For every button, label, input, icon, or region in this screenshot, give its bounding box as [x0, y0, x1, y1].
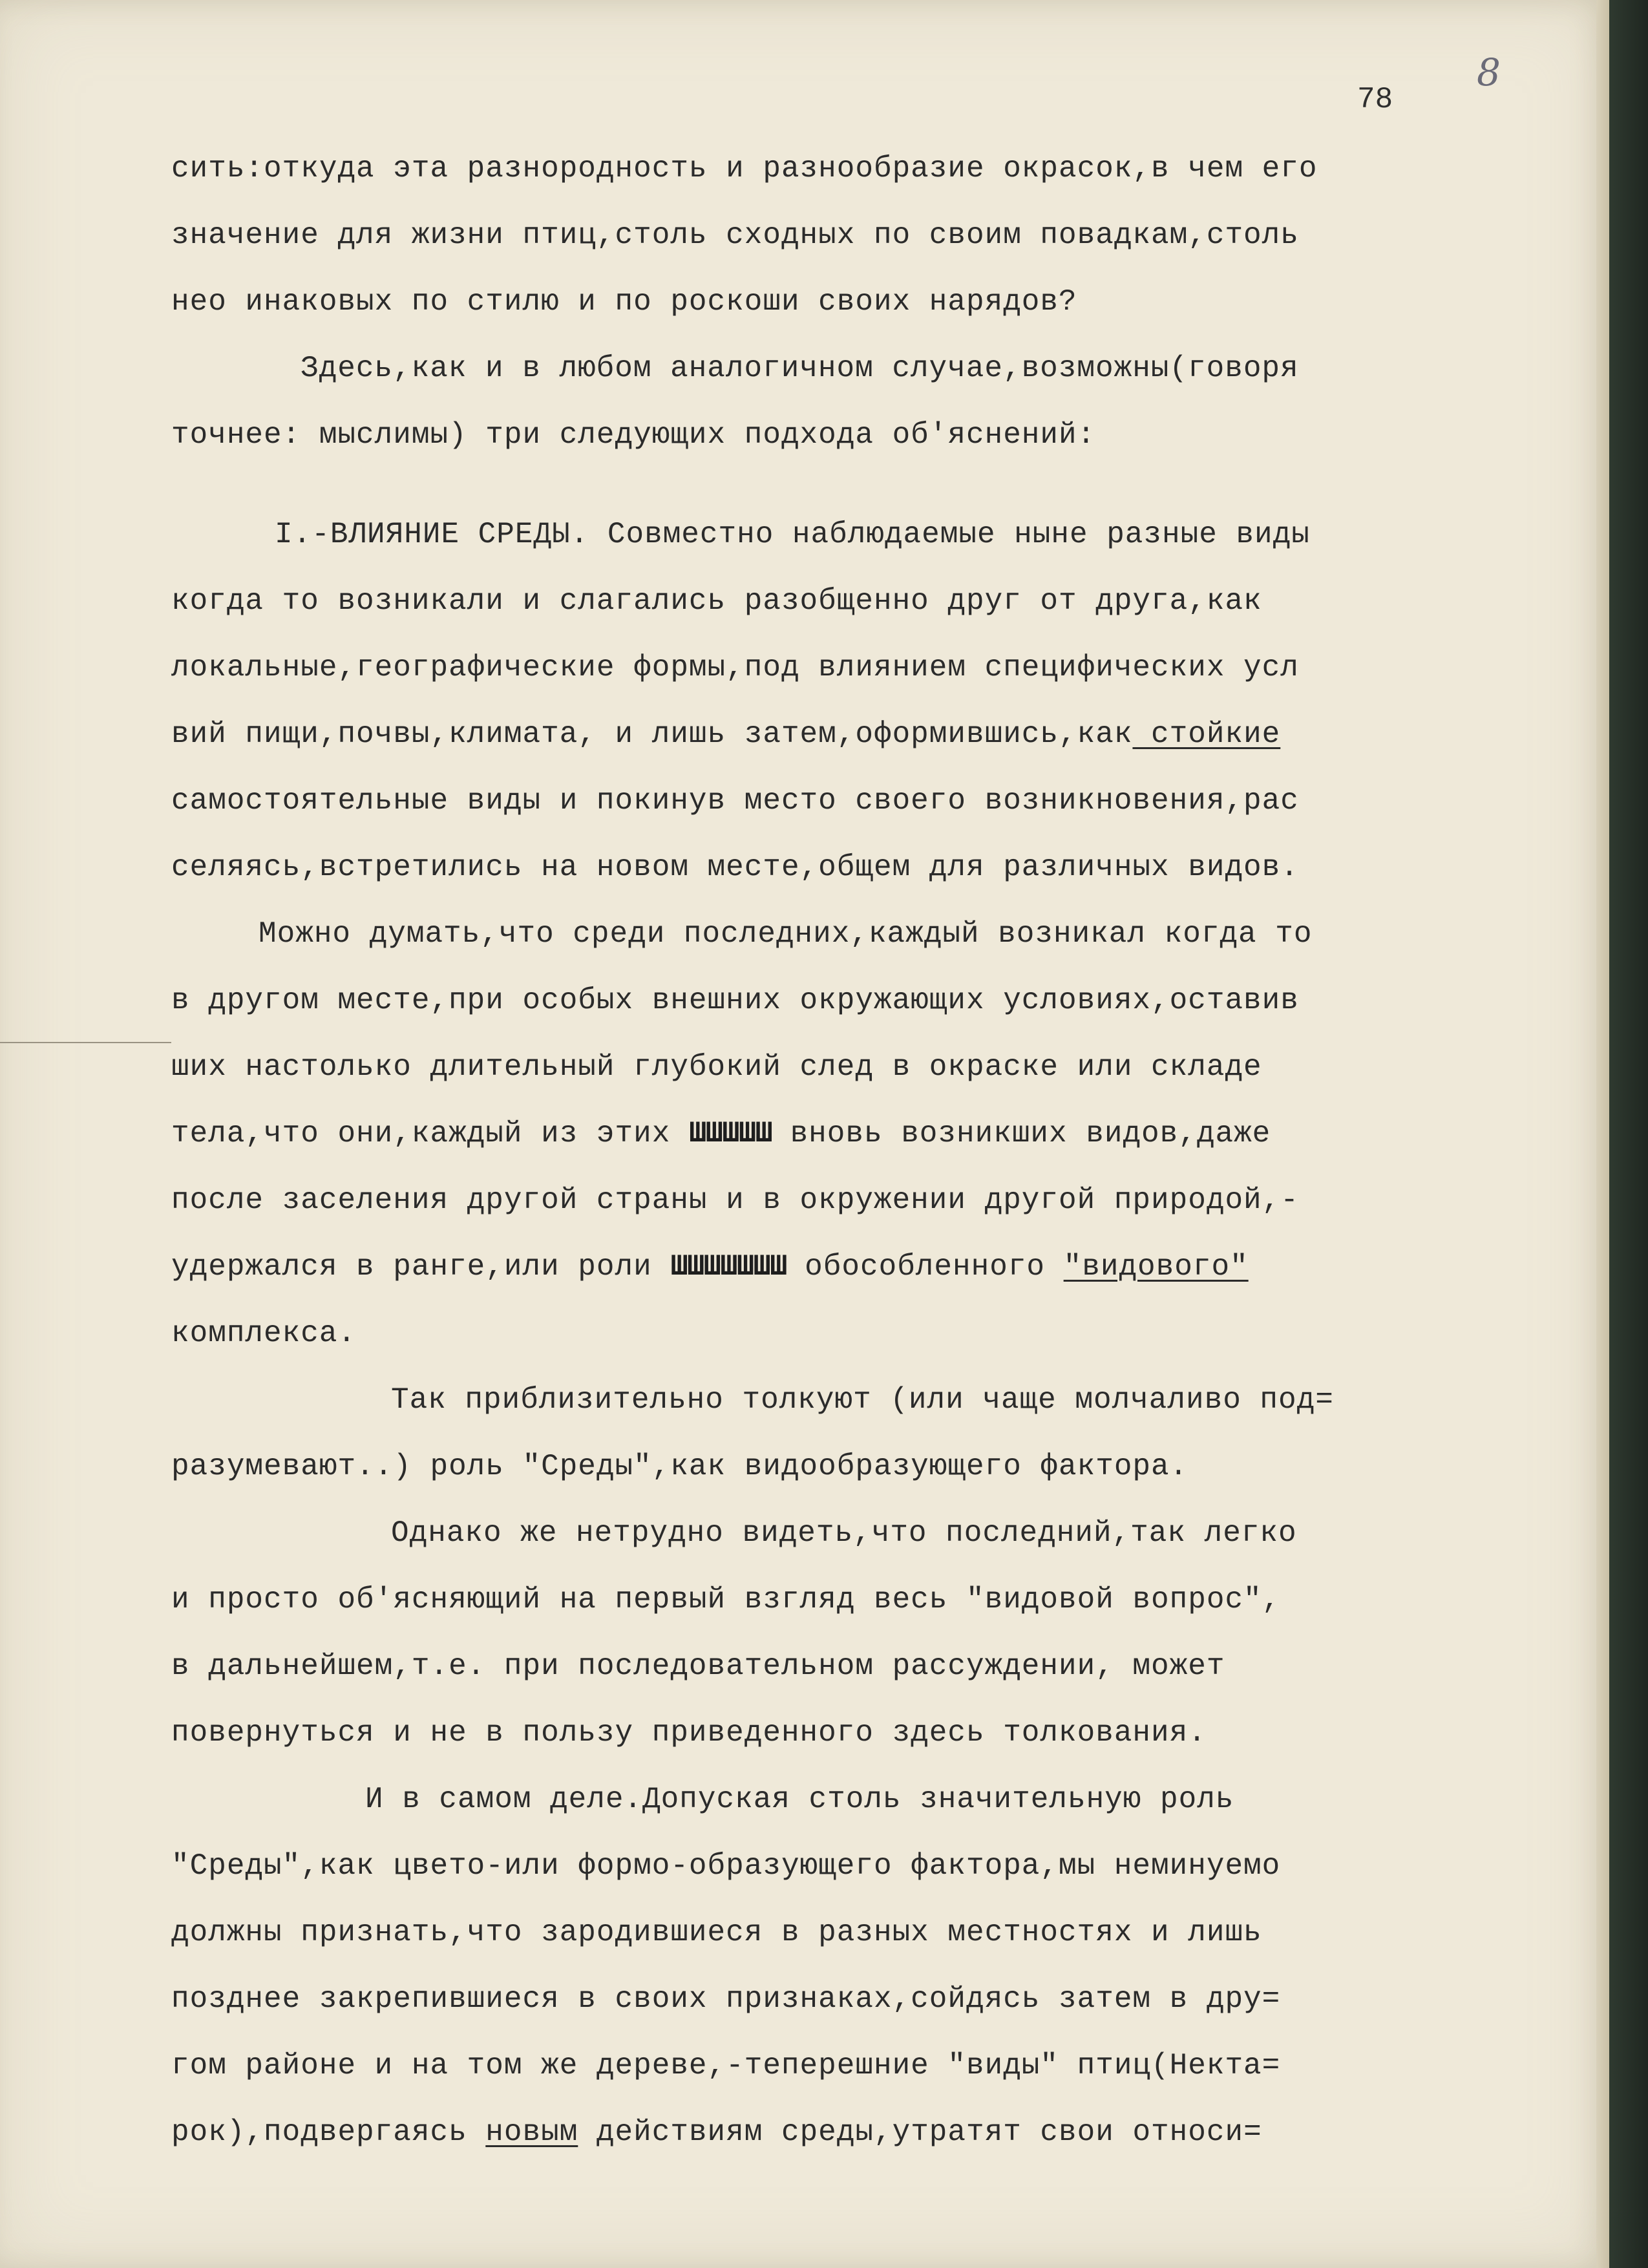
text-line: локальные,географические формы,под влиянием специфических усл [171, 651, 1299, 684]
text-line: ших настолько длительный глубокий след в окраске или складе [171, 1050, 1262, 1084]
text-line: разумевают..) роль "Среды",как видообразующего фактора. [171, 1450, 1188, 1483]
text-line: должны признать,что зародившиеся в разных местностях и лишь [171, 1916, 1262, 1949]
struck-out-text: ШШШШШ [688, 1117, 772, 1150]
text-line [171, 1119, 1271, 1149]
text-line: гом районе и на том же дереве,-теперешние "виды" птиц(Некта= [171, 2049, 1281, 2083]
text-line [171, 2117, 1262, 2147]
margin-fold-line [0, 1042, 171, 1043]
text-line: Однако же нетрудно видеть,что последний,так легко [391, 1516, 1297, 1550]
text-line: в другом месте,при особых внешних окружающих условиях,оставив [171, 984, 1299, 1017]
text-line: комплекса. [171, 1317, 357, 1350]
page-edge [1596, 0, 1609, 2268]
text-line: значение для жизни птиц,столь сходных по своим повадкам,столь [171, 218, 1299, 252]
archive-folio-number: 8 [1477, 50, 1501, 94]
text-line: самостоятельные виды и покинув место своего возникновения,рас [171, 784, 1299, 818]
text-segment: обособленного [786, 1250, 1064, 1284]
scanner-background-strip [1609, 0, 1648, 2268]
underlined-word: новым [485, 2115, 578, 2149]
text-segment: удержался в ранге,или роли [171, 1250, 671, 1284]
struck-out-text: ШШШШШШШ [670, 1250, 787, 1284]
text-line: И в самом деле.Допуская столь значительную роль [365, 1783, 1234, 1816]
text-line: Здесь,как и в любом аналогичном случае,возможны(говоря [301, 352, 1299, 385]
text-line: позднее закрепившиеся в своих признаках,сойдясь затем в дру= [171, 1982, 1281, 2016]
page-number: 78 [1357, 83, 1393, 116]
section-heading-line: I.-ВЛИЯНИЕ СРЕДЫ. Совместно наблюдаемые ныне разные виды [275, 518, 1310, 551]
text-line [171, 1252, 1249, 1282]
text-segment: рок),подвергаясь [171, 2115, 486, 2149]
underlined-word: стойкие [1132, 717, 1281, 751]
text-segment: тела,что они,каждый из этих [171, 1117, 689, 1150]
text-line: и просто об'ясняющий на первый взгляд весь "видовой вопрос", [171, 1583, 1281, 1616]
text-line: Можно думать,что среди последних,каждый возникал когда то [259, 917, 1313, 951]
text-segment: вий пищи,почвы,климата, и лишь затем,оформившись,как [171, 717, 1133, 751]
text-line: точнее: мыслимы) три следующих подхода об'яснений: [171, 418, 1096, 452]
text-segment: вновь возникших видов,даже [771, 1117, 1271, 1150]
text-line: "Среды",как цвето-или формо-образующего фактора,мы неминуемо [171, 1849, 1281, 1883]
text-line [171, 719, 1280, 749]
text-line: сить:откуда эта разнородность и разнообразие окрасок,в чем его [171, 152, 1318, 185]
text-line: повернуться и не в пользу приведенного здесь толкования. [171, 1716, 1207, 1750]
text-line: Так приблизительно толкуют (или чаще молчаливо под= [391, 1383, 1334, 1417]
text-line: когда то возникали и слагались разобщенно друг от друга,как [171, 584, 1262, 618]
text-line: нео инаковых по стилю и по роскоши своих нарядов? [171, 285, 1077, 319]
text-segment: действиям среды,утратят свои относи= [578, 2115, 1262, 2149]
text-line: после заселения другой страны и в окружении другой природой,- [171, 1183, 1299, 1217]
text-line: в дальнейшем,т.е. при последовательном рассуждении, может [171, 1649, 1225, 1683]
text-line: селяясь,встретились на новом месте,общем для различных видов. [171, 851, 1299, 884]
underlined-word: "видового" [1063, 1250, 1249, 1284]
